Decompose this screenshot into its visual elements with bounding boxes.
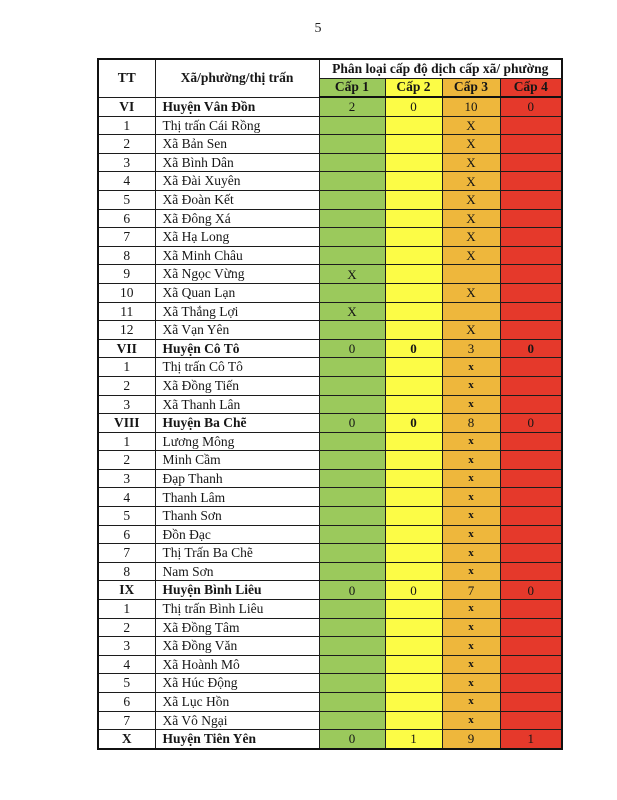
level-2-cell — [385, 321, 442, 340]
level-1-cell — [319, 283, 385, 302]
locality-name-cell: Thanh Sơn — [155, 507, 319, 526]
level-2-cell — [385, 116, 442, 135]
level-1-cell — [319, 190, 385, 209]
locality-name-cell: Huyện Vân Đồn — [155, 97, 319, 116]
level-3-cell: x — [442, 507, 500, 526]
locality-name-cell: Xã Đoàn Kết — [155, 190, 319, 209]
row-number-cell: 3 — [98, 469, 155, 488]
level-2-cell — [385, 172, 442, 191]
row-number-cell: 1 — [98, 432, 155, 451]
level-2-cell — [385, 246, 442, 265]
commune-row — [98, 153, 562, 172]
level-4-cell: 0 — [500, 339, 562, 358]
locality-name-cell: Xã Đông Xá — [155, 209, 319, 228]
level-1-cell — [319, 451, 385, 470]
level-3-cell: x — [442, 525, 500, 544]
level-1-cell: 0 — [319, 581, 385, 600]
level-3-cell: X — [442, 321, 500, 340]
level-1-cell — [319, 637, 385, 656]
row-number-cell: 4 — [98, 655, 155, 674]
commune-row — [98, 190, 562, 209]
level-2-cell — [385, 655, 442, 674]
commune-row — [98, 488, 562, 507]
locality-name-cell: Xã Hạ Long — [155, 228, 319, 247]
level-1-cell — [319, 395, 385, 414]
row-number-cell: 8 — [98, 562, 155, 581]
commune-row — [98, 358, 562, 377]
col-header-level-3: Cấp 3 — [442, 79, 500, 98]
locality-name-cell: Xã Vô Ngại — [155, 711, 319, 730]
commune-row — [98, 172, 562, 191]
level-4-cell — [500, 693, 562, 712]
level-2-cell — [385, 711, 442, 730]
level-4-cell — [500, 525, 562, 544]
locality-name-cell: Huyện Tiên Yên — [155, 730, 319, 749]
level-3-cell: X — [442, 135, 500, 154]
level-4-cell — [500, 358, 562, 377]
row-number-cell: 6 — [98, 209, 155, 228]
locality-name-cell: Nam Sơn — [155, 562, 319, 581]
level-3-cell: x — [442, 618, 500, 637]
row-number-cell: 9 — [98, 265, 155, 284]
col-header-level-4: Cấp 4 — [500, 79, 562, 98]
level-4-cell — [500, 507, 562, 526]
level-1-cell — [319, 544, 385, 563]
district-row — [98, 730, 562, 749]
locality-name-cell: Huyện Bình Liêu — [155, 581, 319, 600]
level-4-cell: 0 — [500, 97, 562, 116]
row-number-cell: 4 — [98, 488, 155, 507]
level-4-cell — [500, 321, 562, 340]
level-3-cell: x — [442, 637, 500, 656]
locality-name-cell: Thị Trấn Ba Chẽ — [155, 544, 319, 563]
commune-row — [98, 116, 562, 135]
locality-name-cell: Xã Ngọc Vừng — [155, 265, 319, 284]
row-number-cell: IX — [98, 581, 155, 600]
level-3-cell: X — [442, 116, 500, 135]
commune-row — [98, 228, 562, 247]
commune-row — [98, 618, 562, 637]
level-4-cell — [500, 432, 562, 451]
level-1-cell — [319, 562, 385, 581]
row-number-cell: 11 — [98, 302, 155, 321]
locality-name-cell: Xã Hoành Mô — [155, 655, 319, 674]
row-number-cell: 7 — [98, 544, 155, 563]
level-2-cell — [385, 488, 442, 507]
row-number-cell: 2 — [98, 618, 155, 637]
level-2-cell — [385, 190, 442, 209]
level-3-cell: x — [442, 600, 500, 619]
col-header-group: Phân loại cấp độ dịch cấp xã/ phường — [319, 59, 562, 79]
level-3-cell: x — [442, 544, 500, 563]
locality-name-cell: Xã Thanh Lân — [155, 395, 319, 414]
locality-name-cell: Xã Húc Động — [155, 674, 319, 693]
level-1-cell: 0 — [319, 730, 385, 749]
level-4-cell — [500, 209, 562, 228]
locality-name-cell: Xã Lục Hồn — [155, 693, 319, 712]
level-3-cell — [442, 265, 500, 284]
commune-row — [98, 544, 562, 563]
level-3-cell: 10 — [442, 97, 500, 116]
level-2-cell — [385, 283, 442, 302]
level-2-cell — [385, 507, 442, 526]
level-1-cell — [319, 711, 385, 730]
table-header — [98, 59, 562, 97]
level-4-cell — [500, 600, 562, 619]
level-3-cell: X — [442, 246, 500, 265]
locality-name-cell: Thanh Lâm — [155, 488, 319, 507]
level-4-cell — [500, 302, 562, 321]
level-4-cell — [500, 228, 562, 247]
level-1-cell — [319, 469, 385, 488]
locality-name-cell: Xã Bình Dân — [155, 153, 319, 172]
level-1-cell — [319, 209, 385, 228]
commune-row — [98, 265, 562, 284]
commune-row — [98, 693, 562, 712]
level-2-cell — [385, 469, 442, 488]
level-3-cell: x — [442, 562, 500, 581]
level-3-cell: 8 — [442, 414, 500, 433]
level-3-cell: X — [442, 209, 500, 228]
commune-row — [98, 525, 562, 544]
level-2-cell: 0 — [385, 97, 442, 116]
level-3-cell: x — [442, 674, 500, 693]
level-3-cell: x — [442, 376, 500, 395]
level-2-cell — [385, 451, 442, 470]
commune-row — [98, 135, 562, 154]
level-3-cell — [442, 302, 500, 321]
commune-row — [98, 655, 562, 674]
level-4-cell — [500, 637, 562, 656]
locality-name-cell: Xã Minh Châu — [155, 246, 319, 265]
col-header-level-2: Cấp 2 — [385, 79, 442, 98]
commune-row — [98, 637, 562, 656]
level-2-cell — [385, 525, 442, 544]
level-4-cell — [500, 469, 562, 488]
page-number: 5 — [314, 21, 322, 36]
level-2-cell — [385, 153, 442, 172]
col-header-level-1: Cấp 1 — [319, 79, 385, 98]
level-1-cell — [319, 153, 385, 172]
level-4-cell — [500, 172, 562, 191]
locality-name-cell: Xã Đài Xuyên — [155, 172, 319, 191]
level-1-cell — [319, 228, 385, 247]
table-body — [98, 97, 562, 749]
row-number-cell: VII — [98, 339, 155, 358]
level-2-cell — [385, 135, 442, 154]
level-3-cell: x — [442, 358, 500, 377]
level-1-cell — [319, 172, 385, 191]
level-4-cell — [500, 116, 562, 135]
locality-name-cell: Xã Vạn Yên — [155, 321, 319, 340]
row-number-cell: 10 — [98, 283, 155, 302]
row-number-cell: 1 — [98, 600, 155, 619]
level-4-cell — [500, 395, 562, 414]
level-2-cell — [385, 358, 442, 377]
level-3-cell: x — [442, 693, 500, 712]
row-number-cell: 6 — [98, 525, 155, 544]
level-2-cell — [385, 395, 442, 414]
row-number-cell: 5 — [98, 190, 155, 209]
district-row — [98, 97, 562, 116]
row-number-cell: 2 — [98, 376, 155, 395]
col-header-tt: TT — [98, 59, 155, 97]
commune-row — [98, 209, 562, 228]
level-2-cell — [385, 544, 442, 563]
level-3-cell: 3 — [442, 339, 500, 358]
locality-name-cell: Xã Thắng Lợi — [155, 302, 319, 321]
commune-row — [98, 562, 562, 581]
level-2-cell — [385, 562, 442, 581]
row-number-cell: 7 — [98, 228, 155, 247]
row-number-cell: 3 — [98, 637, 155, 656]
commune-row — [98, 302, 562, 321]
level-4-cell — [500, 283, 562, 302]
level-2-cell — [385, 228, 442, 247]
row-number-cell: 4 — [98, 172, 155, 191]
level-1-cell — [319, 246, 385, 265]
row-number-cell: 1 — [98, 358, 155, 377]
level-3-cell: x — [442, 469, 500, 488]
level-4-cell — [500, 135, 562, 154]
level-1-cell — [319, 618, 385, 637]
row-number-cell: 7 — [98, 711, 155, 730]
level-4-cell — [500, 451, 562, 470]
level-3-cell: X — [442, 172, 500, 191]
locality-name-cell: Thị trấn Cái Rồng — [155, 116, 319, 135]
level-1-cell — [319, 432, 385, 451]
level-2-cell — [385, 618, 442, 637]
commune-row — [98, 469, 562, 488]
level-2-cell — [385, 376, 442, 395]
level-1-cell — [319, 321, 385, 340]
level-1-cell — [319, 600, 385, 619]
level-3-cell: x — [442, 655, 500, 674]
level-4-cell: 1 — [500, 730, 562, 749]
level-1-cell — [319, 116, 385, 135]
row-number-cell: 8 — [98, 246, 155, 265]
locality-name-cell: Đạp Thanh — [155, 469, 319, 488]
level-2-cell — [385, 600, 442, 619]
level-1-cell: 2 — [319, 97, 385, 116]
commune-row — [98, 376, 562, 395]
level-2-cell: 1 — [385, 730, 442, 749]
row-number-cell: 5 — [98, 507, 155, 526]
district-row — [98, 339, 562, 358]
level-2-cell — [385, 637, 442, 656]
level-4-cell — [500, 655, 562, 674]
locality-name-cell: Huyện Cô Tô — [155, 339, 319, 358]
row-number-cell: X — [98, 730, 155, 749]
level-1-cell — [319, 507, 385, 526]
locality-name-cell: Minh Cầm — [155, 451, 319, 470]
level-4-cell: 0 — [500, 581, 562, 600]
commune-row — [98, 432, 562, 451]
level-3-cell: x — [442, 432, 500, 451]
level-4-cell — [500, 488, 562, 507]
level-1-cell: 0 — [319, 339, 385, 358]
locality-name-cell: Lương Mông — [155, 432, 319, 451]
level-1-cell: X — [319, 265, 385, 284]
locality-name-cell: Xã Đồng Tiến — [155, 376, 319, 395]
level-2-cell — [385, 209, 442, 228]
level-3-cell: X — [442, 283, 500, 302]
commune-row — [98, 674, 562, 693]
level-1-cell — [319, 674, 385, 693]
level-3-cell: X — [442, 153, 500, 172]
level-1-cell: X — [319, 302, 385, 321]
level-4-cell — [500, 618, 562, 637]
row-number-cell: 1 — [98, 116, 155, 135]
row-number-cell: 2 — [98, 451, 155, 470]
row-number-cell: 12 — [98, 321, 155, 340]
level-4-cell — [500, 711, 562, 730]
level-2-cell — [385, 302, 442, 321]
locality-name-cell: Xã Quan Lạn — [155, 283, 319, 302]
level-1-cell — [319, 525, 385, 544]
commune-row — [98, 600, 562, 619]
level-3-cell: X — [442, 228, 500, 247]
commune-row — [98, 246, 562, 265]
locality-name-cell: Huyện Ba Chẽ — [155, 414, 319, 433]
row-number-cell: 5 — [98, 674, 155, 693]
level-2-cell — [385, 674, 442, 693]
district-row — [98, 414, 562, 433]
level-4-cell: 0 — [500, 414, 562, 433]
level-3-cell: 9 — [442, 730, 500, 749]
level-4-cell — [500, 376, 562, 395]
level-2-cell: 0 — [385, 581, 442, 600]
level-3-cell: x — [442, 711, 500, 730]
level-1-cell — [319, 693, 385, 712]
level-4-cell — [500, 190, 562, 209]
level-4-cell — [500, 265, 562, 284]
level-3-cell: x — [442, 395, 500, 414]
commune-row — [98, 321, 562, 340]
col-header-name: Xã/phường/thị trấn — [155, 59, 319, 97]
locality-name-cell: Xã Đồng Văn — [155, 637, 319, 656]
level-2-cell: 0 — [385, 339, 442, 358]
commune-row — [98, 283, 562, 302]
level-1-cell — [319, 655, 385, 674]
level-4-cell — [500, 562, 562, 581]
level-4-cell — [500, 544, 562, 563]
locality-name-cell: Xã Bản Sen — [155, 135, 319, 154]
row-number-cell: 2 — [98, 135, 155, 154]
level-3-cell: 7 — [442, 581, 500, 600]
district-row — [98, 581, 562, 600]
level-2-cell — [385, 432, 442, 451]
level-1-cell — [319, 488, 385, 507]
level-3-cell: X — [442, 190, 500, 209]
level-4-cell — [500, 246, 562, 265]
commune-row — [98, 451, 562, 470]
commune-row — [98, 395, 562, 414]
level-2-cell — [385, 265, 442, 284]
locality-name-cell: Đồn Đạc — [155, 525, 319, 544]
commune-row — [98, 507, 562, 526]
level-4-cell — [500, 153, 562, 172]
level-1-cell — [319, 135, 385, 154]
level-1-cell — [319, 376, 385, 395]
commune-row — [98, 711, 562, 730]
level-2-cell: 0 — [385, 414, 442, 433]
level-2-cell — [385, 693, 442, 712]
row-number-cell: 3 — [98, 395, 155, 414]
level-1-cell: 0 — [319, 414, 385, 433]
locality-name-cell: Thị trấn Cô Tô — [155, 358, 319, 377]
epidemic-level-table — [97, 58, 563, 750]
level-3-cell: x — [442, 451, 500, 470]
row-number-cell: 6 — [98, 693, 155, 712]
locality-name-cell: Xã Đồng Tâm — [155, 618, 319, 637]
locality-name-cell: Thị trấn Bình Liêu — [155, 600, 319, 619]
row-number-cell: VI — [98, 97, 155, 116]
level-4-cell — [500, 674, 562, 693]
level-3-cell: x — [442, 488, 500, 507]
level-1-cell — [319, 358, 385, 377]
row-number-cell: 3 — [98, 153, 155, 172]
row-number-cell: VIII — [98, 414, 155, 433]
